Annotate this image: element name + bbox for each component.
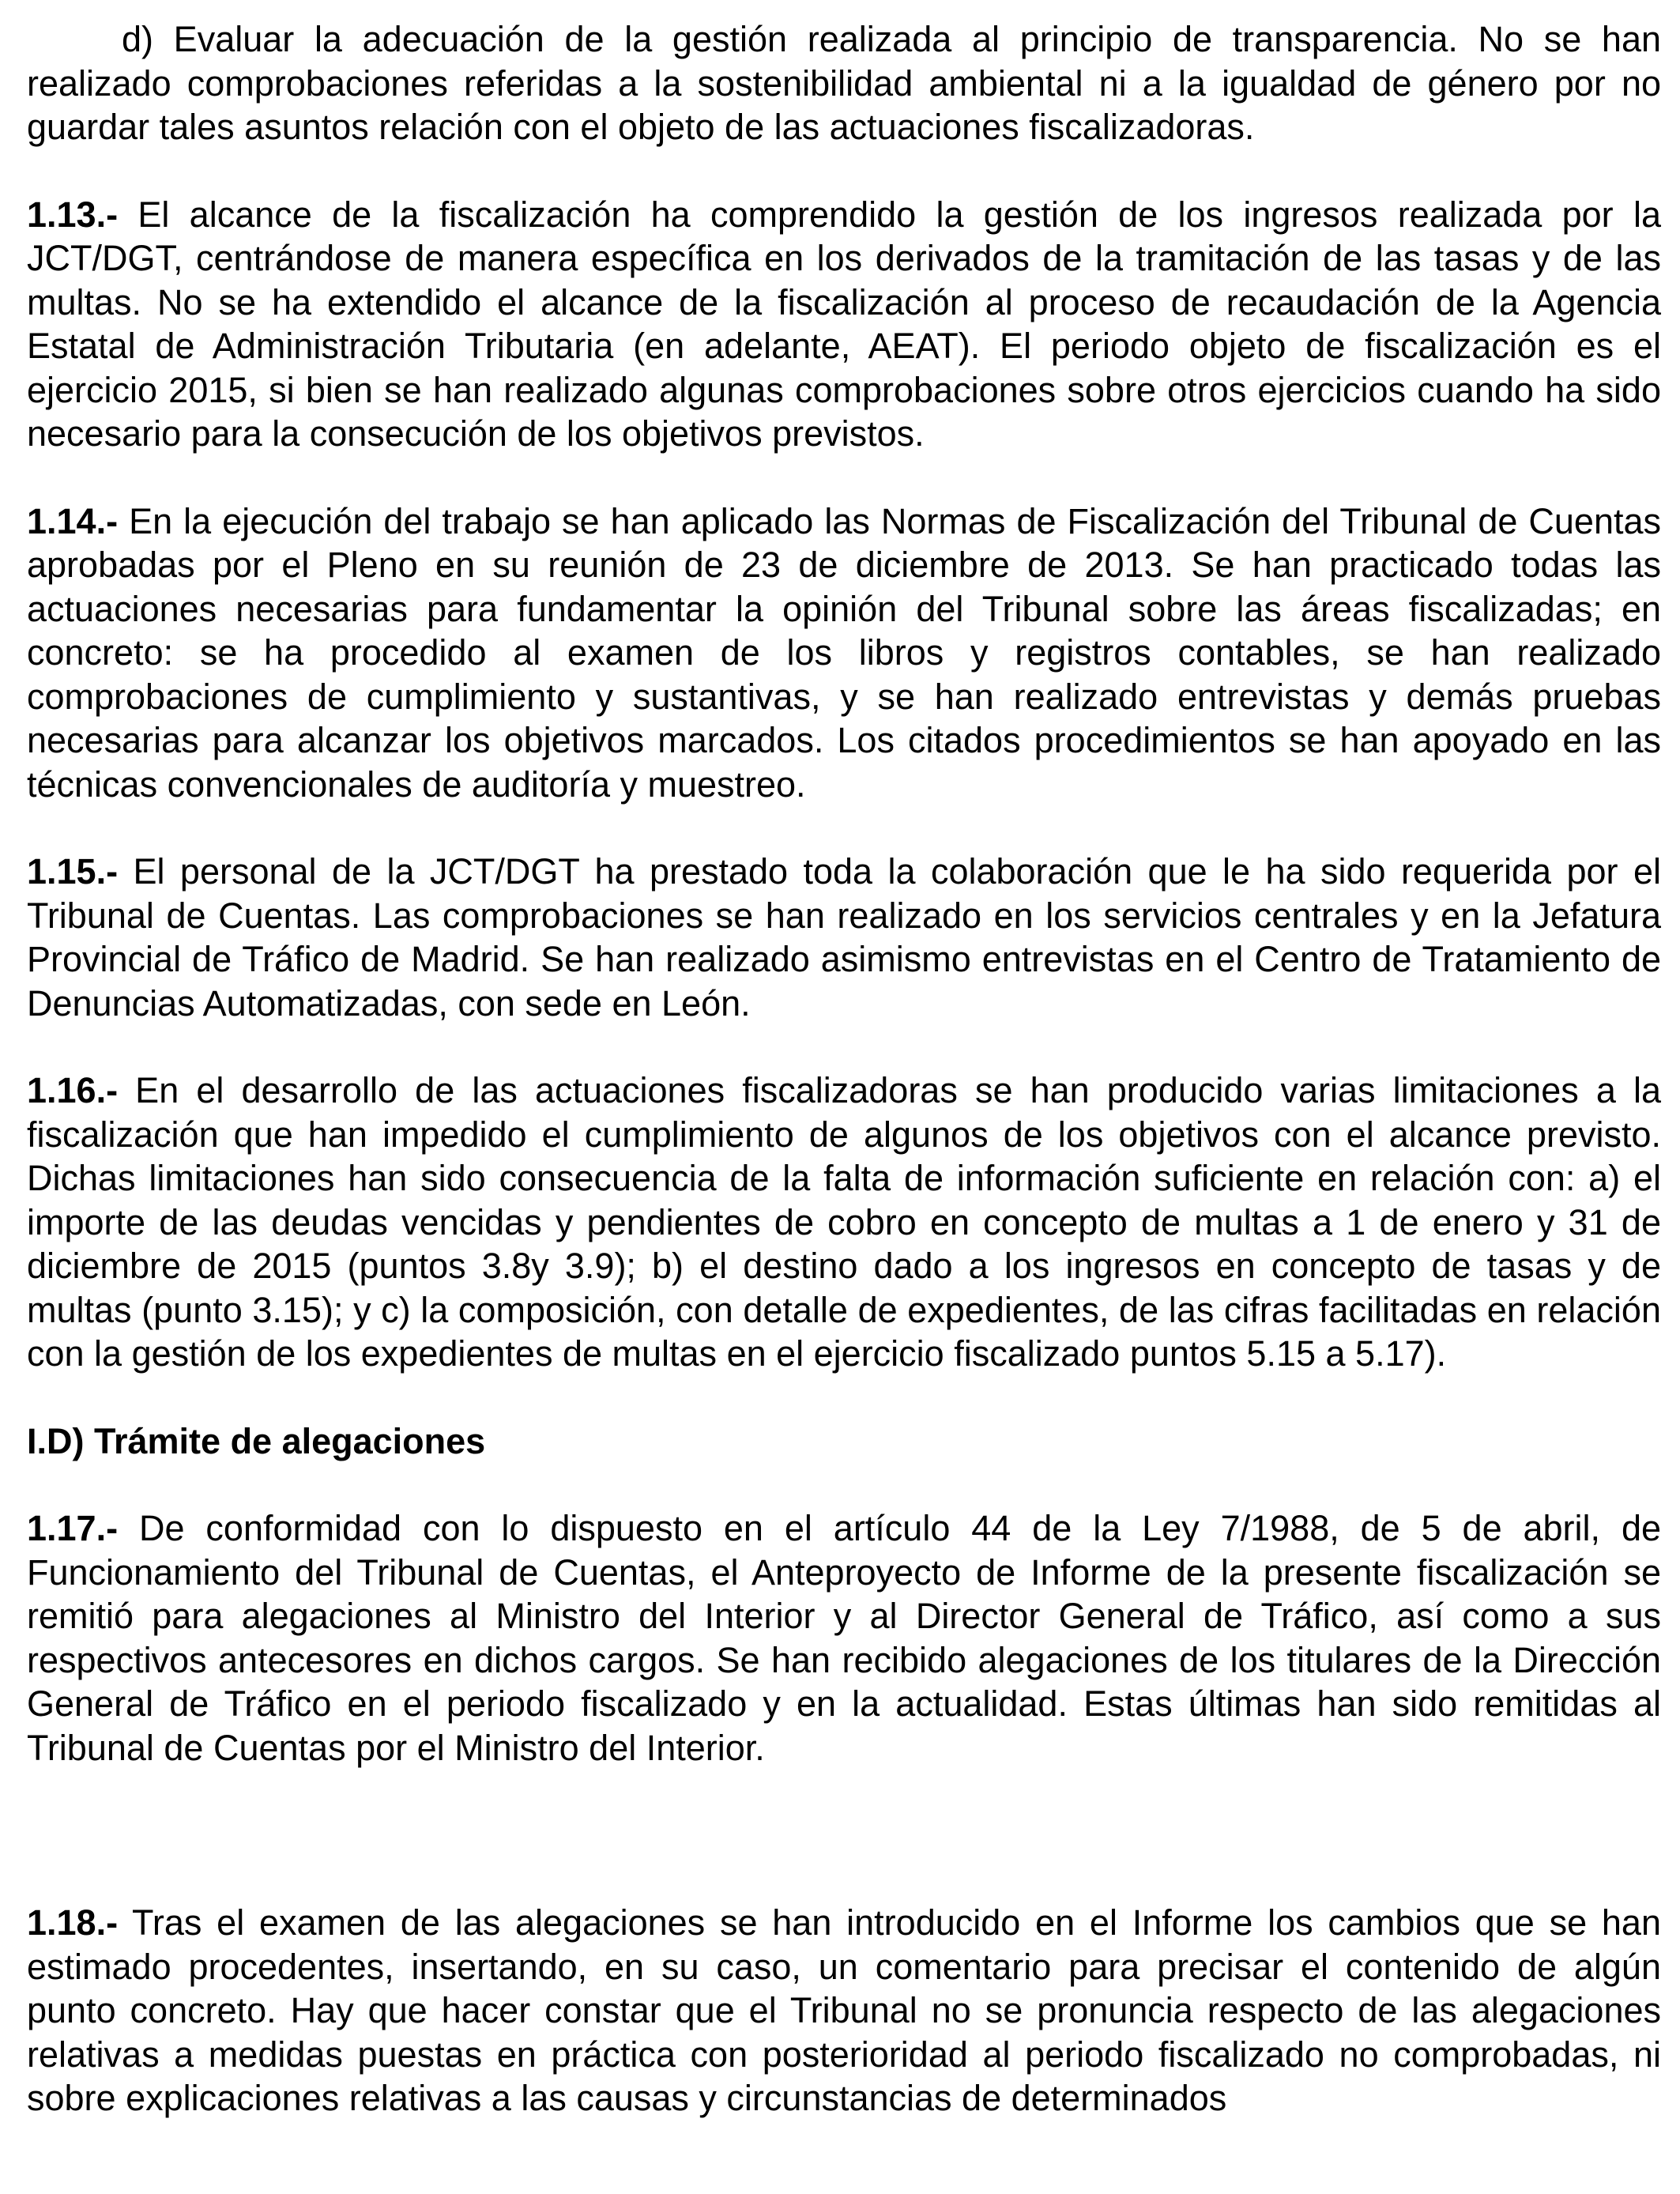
paragraph-number: 1.17.- xyxy=(27,1508,119,1548)
paragraph-1-15 xyxy=(27,850,1661,1025)
document-page xyxy=(27,17,1661,2120)
paragraph-number: 1.16.- xyxy=(27,1070,119,1110)
paragraph-number: 1.15.- xyxy=(27,851,119,892)
paragraph-1-13 xyxy=(27,193,1661,456)
section-heading: I.D) Trámite de alegaciones xyxy=(27,1420,486,1461)
paragraph-1-17 xyxy=(27,1506,1661,1770)
paragraph-text: En el desarrollo de las actuaciones fiscalizadoras se han producido varias limitaciones a la fiscalización que han impedido el cumplimiento de algunos de los objetivos con el alcance previsto. Dichas limitaciones han sido consecuencia de la falta de información suficiente en relación con: a) el importe de las deudas vencidas y pendientes de cobro en concepto de multas a 1 de enero y 31 de diciembre de 2015 (puntos 3.8y 3.9); b) el destino dado a los ingresos en concepto de tasas y de multas (punto 3.15); y c) la composición, con detalle de expedientes, de las cifras facilitadas en relación con la gestión de los expedientes de multas en el ejercicio fiscalizado puntos 5.15 a 5.17). xyxy=(27,1070,1661,1374)
paragraph-number: 1.14.- xyxy=(27,500,119,541)
paragraph-d-text: d) Evaluar la adecuación de la gestión realizada al principio de transparencia. No se han realizado comprobaciones referidas a la sostenibilidad ambiental ni a la igualdad de género por no guardar tales asuntos relación con el objeto de las actuaciones fiscalizadoras. xyxy=(27,19,1661,147)
paragraph-number: 1.13.- xyxy=(27,194,119,235)
paragraph-d xyxy=(27,17,1661,149)
paragraph-text: Tras el examen de las alegaciones se han introducido en el Informe los cambios que se han estimado procedentes, insertando, en su caso, un comentario para precisar el contenido de algún punto concreto. Hay que hacer constar que el Tribunal no se pronuncia respecto de las alegaciones relativas a medidas puestas en práctica con posterioridad al periodo fiscalizado no comprobadas, ni sobre explicaciones relativas a las causas y circunstancias de determinados xyxy=(27,1902,1661,2118)
paragraph-text: En la ejecución del trabajo se han aplicado las Normas de Fiscalización del Tribunal de Cuentas aprobadas por el Pleno en su reunión de 23 de diciembre de 2013. Se han practicado todas las actuaciones necesarias para fundamentar la opinión del Tribunal sobre las áreas fiscalizadas; en concreto: se ha procedido al examen de los libros y registros contables, se han realizado comprobaciones de cumplimiento y sustantivas, y se han realizado entrevistas y demás pruebas necesarias para alcanzar los objetivos marcados. Los citados procedimientos se han apoyado en las técnicas convencionales de auditoría y muestreo. xyxy=(27,500,1661,805)
paragraph-1-14 xyxy=(27,499,1661,807)
paragraph-text: De conformidad con lo dispuesto en el artículo 44 de la Ley 7/1988, de 5 de abril, de Funcionamiento del Tribunal de Cuentas, el Anteproyecto de Informe de la presente fiscalización se remitió para alegaciones al Ministro del Interior y al Director General de Tráfico, así como a sus respectivos antecesores en dichos cargos. Se han recibido alegaciones de los titulares de la Dirección General de Tráfico en el periodo fiscalizado y en la actualidad. Estas últimas han sido remitidas al Tribunal de Cuentas por el Ministro del Interior. xyxy=(27,1508,1661,1768)
paragraph-text: El alcance de la fiscalización ha comprendido la gestión de los ingresos realizada por la JCT/DGT, centrándose de manera específica en los derivados de la tramitación de las tasas y de las multas. No se ha extendido el alcance de la fiscalización al proceso de recaudación de la Agencia Estatal de Administración Tributaria (en adelante, AEAT). El periodo objeto de fiscalización es el ejercicio 2015, si bien se han realizado algunas comprobaciones sobre otros ejercicios cuando ha sido necesario para la consecución de los objetivos previstos. xyxy=(27,194,1661,454)
paragraph-1-16 xyxy=(27,1069,1661,1376)
paragraph-1-18 xyxy=(27,1901,1661,2120)
paragraph-number: 1.18.- xyxy=(27,1902,119,1943)
paragraph-text: El personal de la JCT/DGT ha prestado toda la colaboración que le ha sido requerida por el Tribunal de Cuentas. Las comprobaciones se han realizado en los servicios centrales y en la Jefatura Provincial de Tráfico de Madrid. Se han realizado asimismo entrevistas en el Centro de Tratamiento de Denuncias Automatizadas, con sede en León. xyxy=(27,851,1661,1023)
